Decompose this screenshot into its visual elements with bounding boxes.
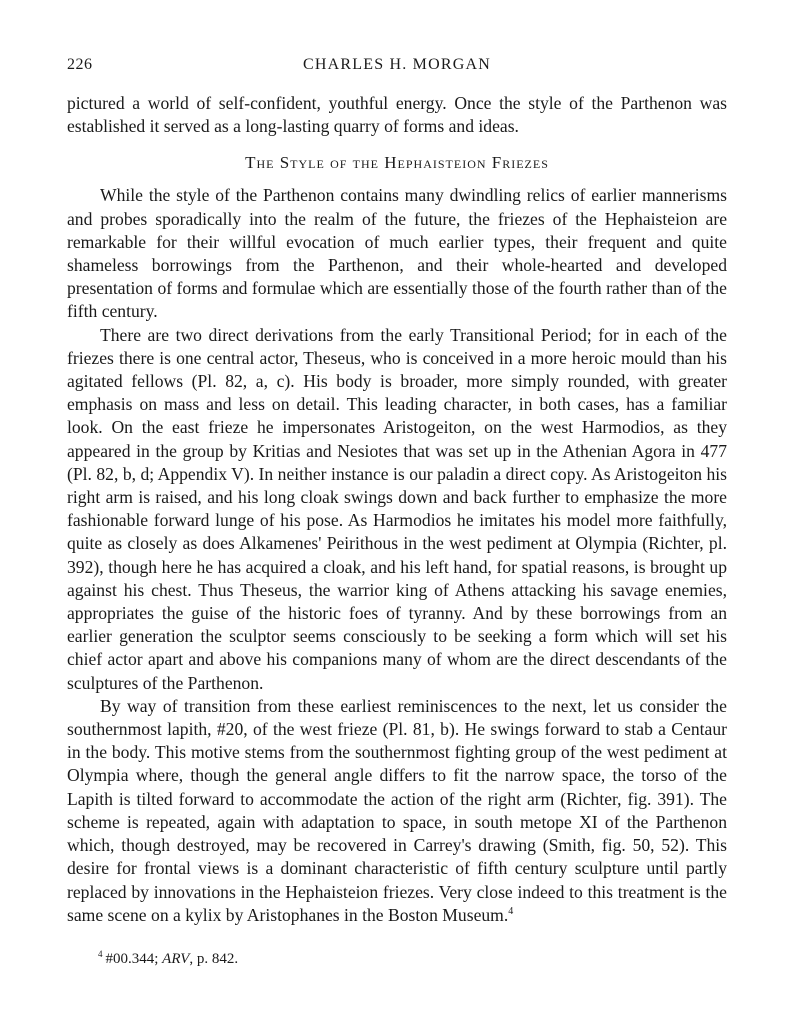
paragraph-2: There are two direct derivations from the early Transitional Period; for in each of the friezes there is one central actor, Theseus, who is conceived in a more heroic mould than his agitated fellows (Pl. 82, a, c). His body is broader, more simply rounded, with greater emphasis on mass and less on detail. This leading character, in both cases, has a familiar look. On the east frieze he impersonates Aristogeiton, on the west Harmodios, as they appeared in the group by Kritias and Nesiotes that was set up in the Athenian Agora in 477 (Pl. 82, b, d; Appendix V). In neither instance is our paladin a direct copy. As Aristogeiton his right arm is raised, and his long cloak swings down and back further to emphasize the more fashionable forward lunge of his pose. As Harmodios he imitates his model more faithfully, quite as closely as does Alkamenes' Peirithous in the west pediment at Olympia (Richter, pl. 392), though here he has acquired a cloak, and his left hand, for spatial reasons, is brought up against his chest. Thus Theseus, the warrior king of Athens attacking his savage enemies, appropriates the guise of the historic foes of tyranny. And by these borrowings from an earlier generation the sculptor seems consciously to be seeking a form which will set his chief actor apart and above his companions many of whom are the direct descendants of the sculptures of the Parthenon.: [67, 324, 727, 693]
running-title: CHARLES H. MORGAN: [303, 56, 491, 73]
footnote-rest: , p. 842.: [189, 950, 239, 967]
footnote: [67, 949, 727, 969]
footnote-reference[interactable]: 4: [508, 905, 514, 917]
paragraph-continuation: pictured a world of self-confident, youthful energy. Once the style of the Parthenon was established it served as a long-lasting quarry of forms and ideas.: [67, 93, 727, 137]
body-text: [67, 92, 727, 927]
running-head: [67, 56, 727, 80]
page-number: 226: [67, 56, 93, 73]
section-heading: The Style of the Hephaisteion Friezes: [245, 153, 549, 173]
footnote-marker: 4: [98, 948, 103, 959]
paragraph-1: While the style of the Parthenon contains many dwindling relics of earlier mannerisms and probes sporadically into the realm of the future, the friezes of the Hephaisteion are remarkable for their willful evocation of much earlier types, their frequent and quite shameless borrowings from the Parthenon, and their whole-hearted and developed presentation of forms and formulae which are essentially those of the fourth rather than of the fifth century.: [67, 185, 727, 322]
paragraph-3-text: By way of transition from these earliest reminiscences to the next, let us consider the southernmost lapith, #20, of the west frieze (Pl. 81, b). He swings forward to stab a Centaur in the body. This motive stems from the southernmost fighting group of the west pediment at Olympia where, though the general angle differs to fit the narrow space, the torso of the Lapith is tilted forward to accommodate the action of the right arm (Richter, fig. 391). The scheme is repeated, again with adaptation to space, in south metope XI of the Parthenon which, though destroyed, may be recovered in Carrey's drawing (Smith, fig. 50, 52). This desire for frontal views is a dominant characteristic of fifth century sculpture until partly replaced by innovations in the Hephaisteion friezes. Very close indeed to this treatment is the same scene on a kylix by Aristophanes in the Boston Museum.: [67, 695, 727, 925]
footnote-number: #00.344;: [105, 950, 163, 967]
footnote-abbrev: ARV: [162, 950, 190, 967]
paragraph-3: [67, 695, 727, 927]
page: [67, 56, 727, 969]
